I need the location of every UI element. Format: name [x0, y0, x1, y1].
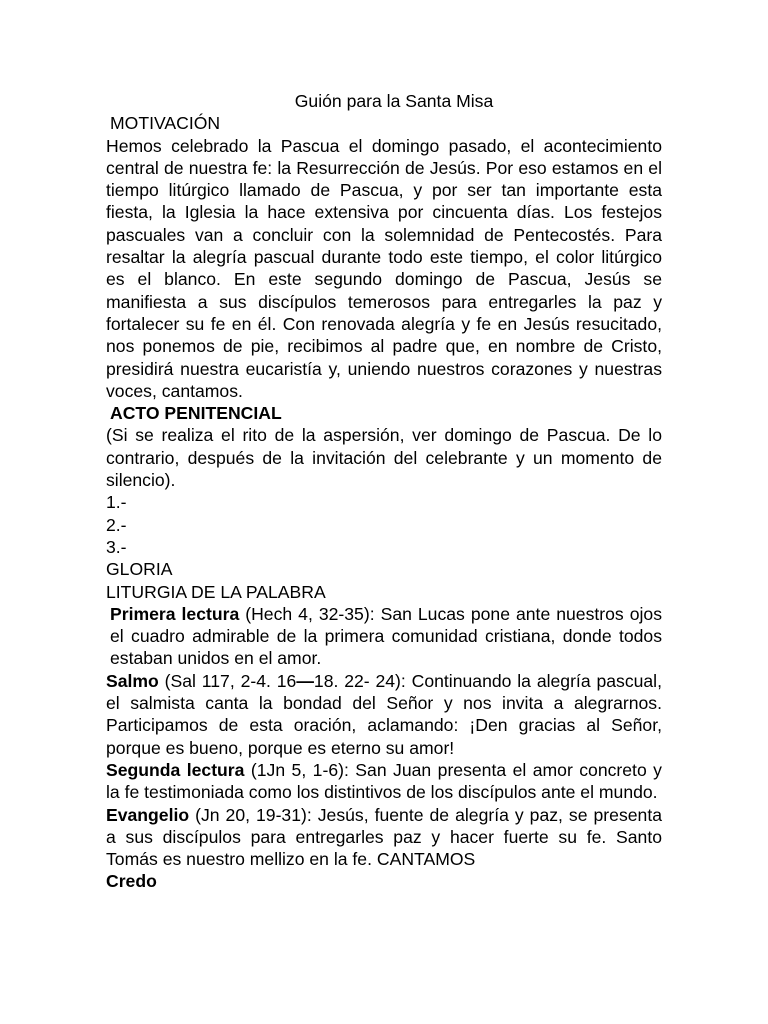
- list-item-1: 1.-: [106, 492, 127, 513]
- segunda-lectura-text: (1Jn 5, 1-6): San Juan presenta el amor concreto y la fe testimoniada como los distintivos de los discípulos ante el mundo.: [106, 759, 662, 803]
- list-item-3: 3.-: [106, 536, 127, 557]
- primera-lectura-label: Primera lectura: [110, 603, 240, 624]
- acto-penitencial-text: (Si se realiza el rito de la aspersión, ver domingo de Pascua. De lo contrario, después de la invitación del celebrante y un momento de silencio).: [106, 425, 662, 491]
- acto-penitencial-heading: ACTO PENITENCIAL: [110, 403, 282, 424]
- evangelio-label: Evangelio: [106, 804, 190, 825]
- document-title: Guión para la Santa Misa: [294, 91, 494, 111]
- evangelio-text: (Jn 20, 19-31): Jesús, fuente de alegría y paz, se presenta a sus discípulos para entregarles paz y hacer fuerte su fe. Santo Tomás es nuestro mellizo en la fe. CANTAMOS: [106, 804, 662, 870]
- primera-lectura-paragraph: [106, 603, 662, 670]
- segunda-lectura-paragraph: [106, 759, 662, 804]
- evangelio-paragraph: [106, 804, 662, 871]
- salmo-text-a: (Sal 117, 2-4. 16: [158, 670, 297, 691]
- segunda-lectura-label: Segunda lectura: [106, 759, 245, 780]
- list-item-2: 2.-: [106, 514, 127, 535]
- salmo-text-b: 18. 22- 24): Continuando la alegría pascual, el salmista canta la bondad del Señor y nos invita a alegrarnos. Participamos de esta oración, aclamando: ¡Den gracias al Señor, porque es bueno, porque es eterno su amor!: [106, 670, 662, 758]
- primera-lectura-text: (Hech 4, 32-35): San Lucas pone ante nuestros ojos el cuadro admirable de la primera comunidad cristiana, donde todos estaban unidos en el amor.: [110, 603, 662, 669]
- motivacion-text: Hemos celebrado la Pascua el domingo pasado, el acontecimiento central de nuestra fe: la Resurrección de Jesús. Por eso estamos en el tiempo litúrgico llamado de Pascua, y por ser tan importante esta fiesta, la Iglesia la hace extensiva por cincuenta días. Los festejos pascuales van a concluir con la solemnidad de Pentecostés. Para resaltar la alegría pascual durante todo este tiempo, el color litúrgico es el blanco. En este segundo domingo de Pascua, Jesús se manifiesta a sus discípulos temerosos para entregarles la paz y fortalecer su fe en él. Con renovada alegría y fe en Jesús resucitado, nos ponemos de pie, recibimos al padre que, en nombre de Cristo, presidirá nuestra eucaristía y, uniendo nuestros corazones y nuestras voces, cantamos.: [106, 135, 662, 401]
- motivacion-heading: MOTIVACIÓN: [110, 113, 221, 134]
- gloria-heading: GLORIA: [106, 559, 173, 580]
- salmo-label: Salmo: [106, 670, 159, 691]
- credo-heading: Credo: [106, 871, 157, 892]
- salmo-dash: —: [296, 670, 314, 691]
- liturgia-heading: LITURGIA DE LA PALABRA: [106, 581, 326, 602]
- salmo-paragraph: [106, 670, 662, 759]
